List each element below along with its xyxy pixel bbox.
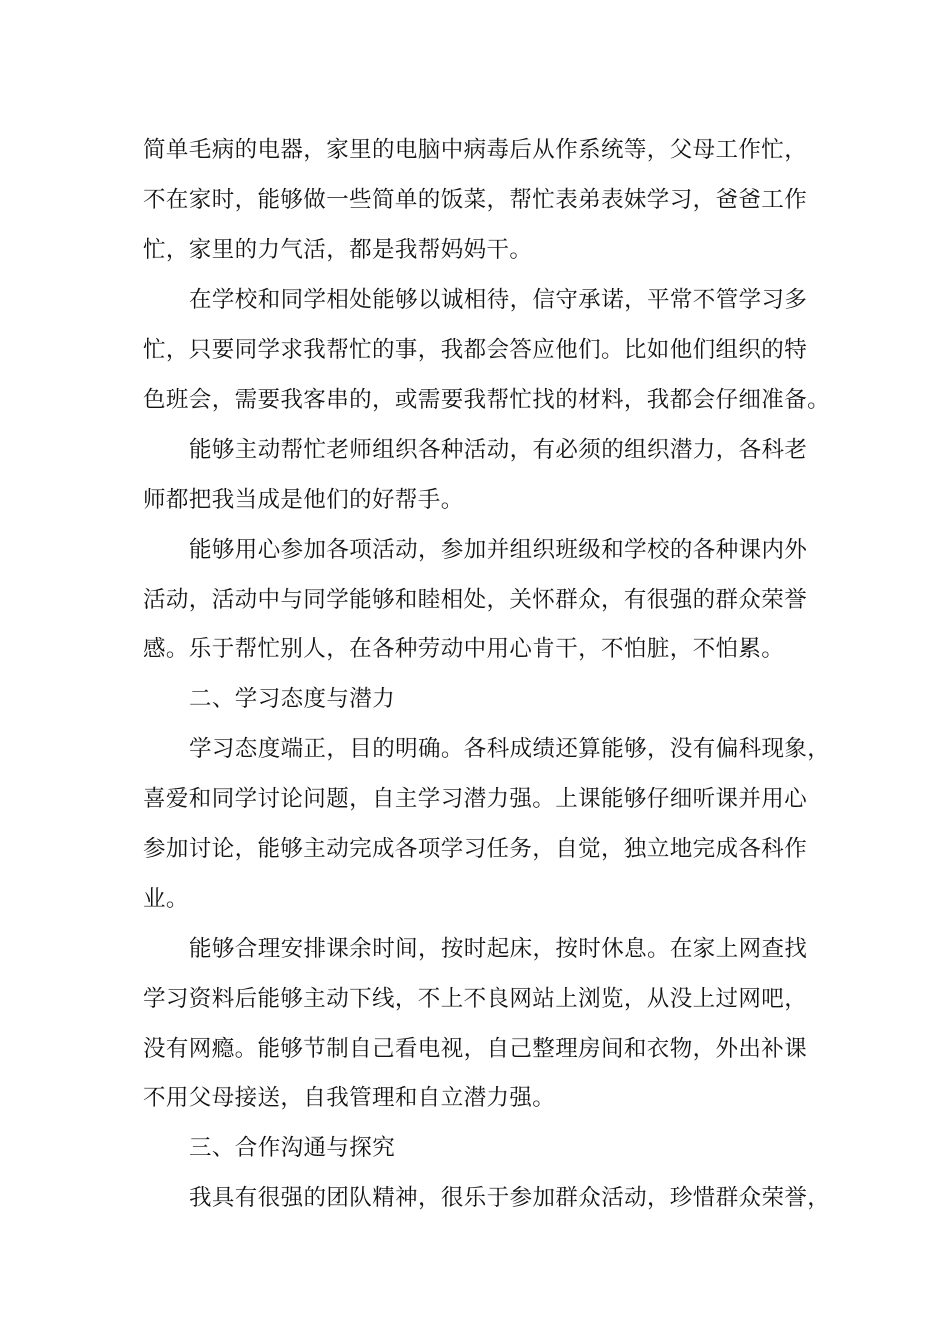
text-line: 色班会，需要我客串的，或需要我帮忙找的材料，我都会仔细准备。 — [143, 387, 831, 413]
section-heading: 二、学习态度与潜力 — [189, 686, 396, 712]
text-line: 没有网瘾。能够节制自己看电视，自己整理房间和衣物，外出补课 — [143, 1036, 808, 1062]
paragraph-start-line: 我具有很强的团队精神，很乐于参加群众活动，珍惜群众荣誉， — [189, 1185, 831, 1211]
paragraph-start-line: 在学校和同学相处能够以诚相待，信守承诺，平常不管学习多 — [189, 287, 808, 313]
text-line: 师都把我当成是他们的好帮手。 — [143, 487, 464, 513]
text-line: 不在家时，能够做一些简单的饭菜，帮忙表弟表妹学习，爸爸工作 — [143, 187, 808, 213]
text-line: 活动，活动中与同学能够和睦相处，关怀群众，有很强的群众荣誉 — [143, 587, 808, 613]
paragraph-start-line: 能够用心参加各项活动，参加并组织班级和学校的各种课内外 — [189, 537, 808, 563]
text-line: 喜爱和同学讨论问题，自主学习潜力强。上课能够仔细听课并用心 — [143, 786, 808, 812]
text-line: 学习资料后能够主动下线，不上不良网站上浏览，从没上过网吧， — [143, 986, 808, 1012]
section-heading: 三、合作沟通与探究 — [189, 1135, 396, 1161]
paragraph-start-line: 学习态度端正，目的明确。各科成绩还算能够，没有偏科现象， — [189, 736, 831, 762]
text-line: 简单毛病的电器，家里的电脑中病毒后从作系统等，父母工作忙， — [143, 137, 808, 163]
text-line: 感。乐于帮忙别人，在各种劳动中用心肯干，不怕脏，不怕累。 — [143, 636, 785, 662]
text-line: 参加讨论，能够主动完成各项学习任务，自觉，独立地完成各科作 — [143, 836, 808, 862]
paragraph-start-line: 能够合理安排课余时间，按时起床，按时休息。在家上网查找 — [189, 936, 808, 962]
text-line: 不用父母接送，自我管理和自立潜力强。 — [143, 1085, 556, 1111]
text-line: 业。 — [143, 886, 189, 912]
text-line: 忙，只要同学求我帮忙的事，我都会答应他们。比如他们组织的特 — [143, 337, 808, 363]
text-line: 忙，家里的力气活，都是我帮妈妈干。 — [143, 237, 533, 263]
paragraph-start-line: 能够主动帮忙老师组织各种活动，有必须的组织潜力，各科老 — [189, 437, 808, 463]
